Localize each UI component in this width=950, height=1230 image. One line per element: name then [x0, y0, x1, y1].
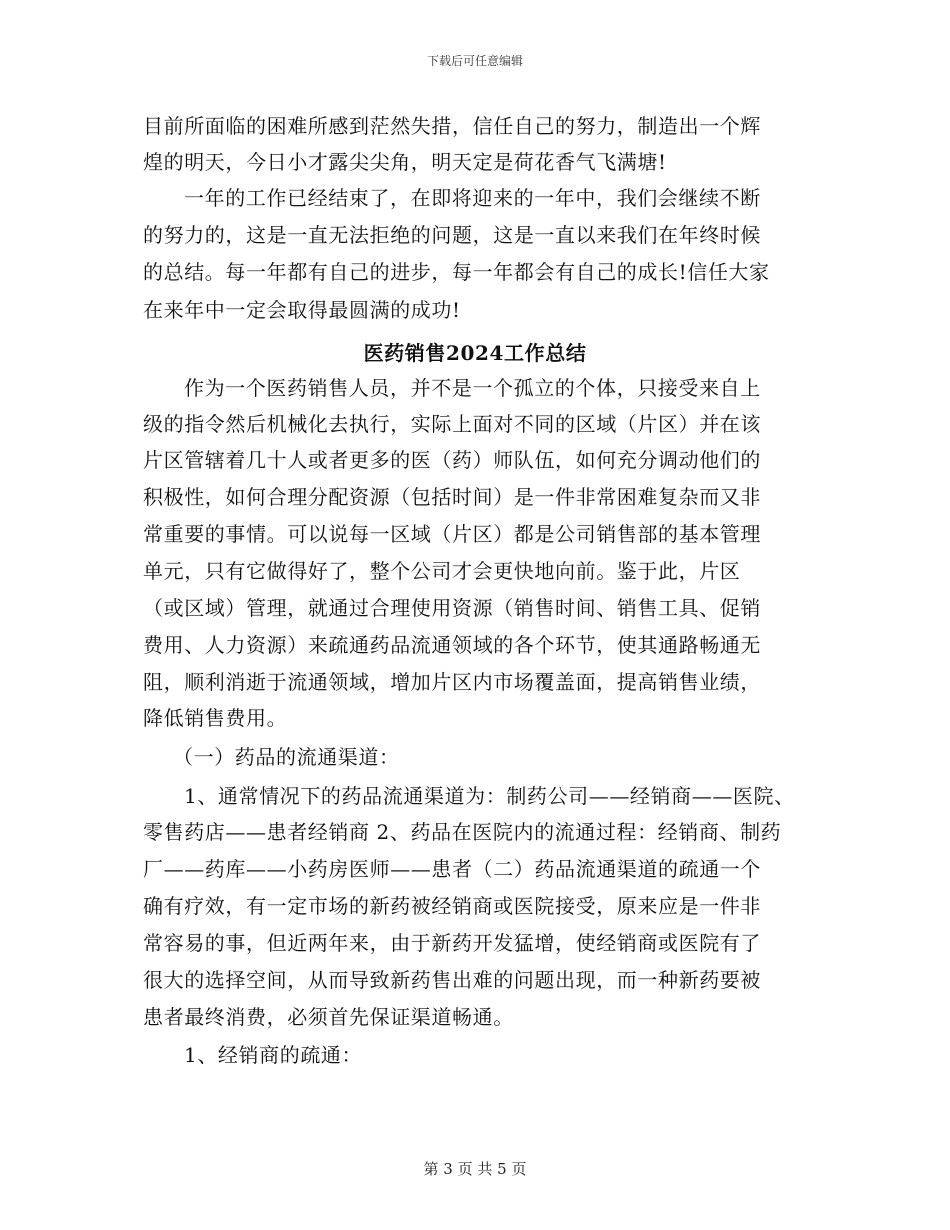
body-line: 片区管辖着几十人或者更多的医（药）师队伍，如何充分调动他们的 [143, 448, 761, 472]
body-line: 1、经销商的疏通： [184, 1043, 363, 1067]
page-number: 第 3 页 共 5 页 [423, 1160, 527, 1178]
body-line: 常容易的事，但近两年来，由于新药开发猛增，使经销商或医院有了 [143, 931, 761, 955]
body-line: 1、通常情况下的药品流通渠道为：制药公司——经销商——医院、 [184, 784, 795, 808]
section-title: 医药销售2024工作总结 [363, 341, 587, 365]
body-line: 单元，只有它做得好了，整个公司才会更快地向前。鉴于此，片区 [143, 559, 741, 583]
body-line: 降低销售费用。 [143, 706, 288, 730]
body-line: 积极性，如何合理分配资源（包括时间）是一件非常困难复杂而又非 [143, 485, 761, 509]
body-line: 作为一个医药销售人员，并不是一个孤立的个体，只接受来自上 [184, 376, 761, 400]
body-line: 级的指令然后机械化去执行，实际上面对不同的区域（片区）并在该 [143, 412, 761, 436]
body-line: 厂——药库——小药房医师——患者（二）药品流通渠道的疏通一个 [143, 857, 761, 881]
body-line: 很大的选择空间，从而导致新药售出难的问题出现，而一种新药要被 [143, 968, 761, 992]
header-note: 下载后可任意编辑 [426, 54, 523, 68]
body-line: 煌的明天，今日小才露尖尖角，明天定是荷花香气飞满塘! [143, 150, 667, 174]
body-line: 的总结。每一年都有自己的进步，每一年都会有自己的成长!信任大家 [143, 260, 770, 284]
body-line: （或区域）管理，就通过合理使用资源（销售时间、销售工具、促销 [143, 596, 761, 620]
body-line: 费用、人力资源）来疏通药品流通领域的各个环节，使其通路畅通无 [143, 633, 761, 657]
body-line: 一年的工作已经结束了，在即将迎来的一年中，我们会继续不断 [184, 186, 761, 210]
body-line: 的努力的，这是一直无法拒绝的问题，这是一直以来我们在年终时候 [143, 223, 761, 247]
body-line: 常重要的事情。可以说每一区域（片区）都是公司销售部的基本管理 [143, 522, 761, 546]
body-line: 目前所面临的困难所感到茫然失措，信任自己的努力，制造出一个辉 [143, 114, 761, 138]
body-line: 在来年中一定会取得最圆满的成功! [143, 298, 461, 322]
body-line: 确有疗效，有一定市场的新药被经销商或医院接受，原来应是一件非 [143, 894, 761, 918]
subsection-heading: （一）药品的流通渠道： [173, 745, 400, 769]
body-line: 零售药店——患者经销商 2、药品在医院内的流通过程：经销商、制药 [143, 820, 782, 844]
body-line: 阻，顺利消逝于流通领域，增加片区内市场覆盖面，提高销售业绩， [143, 670, 761, 694]
body-line: 患者最终消费，必须首先保证渠道畅通。 [143, 1005, 514, 1029]
